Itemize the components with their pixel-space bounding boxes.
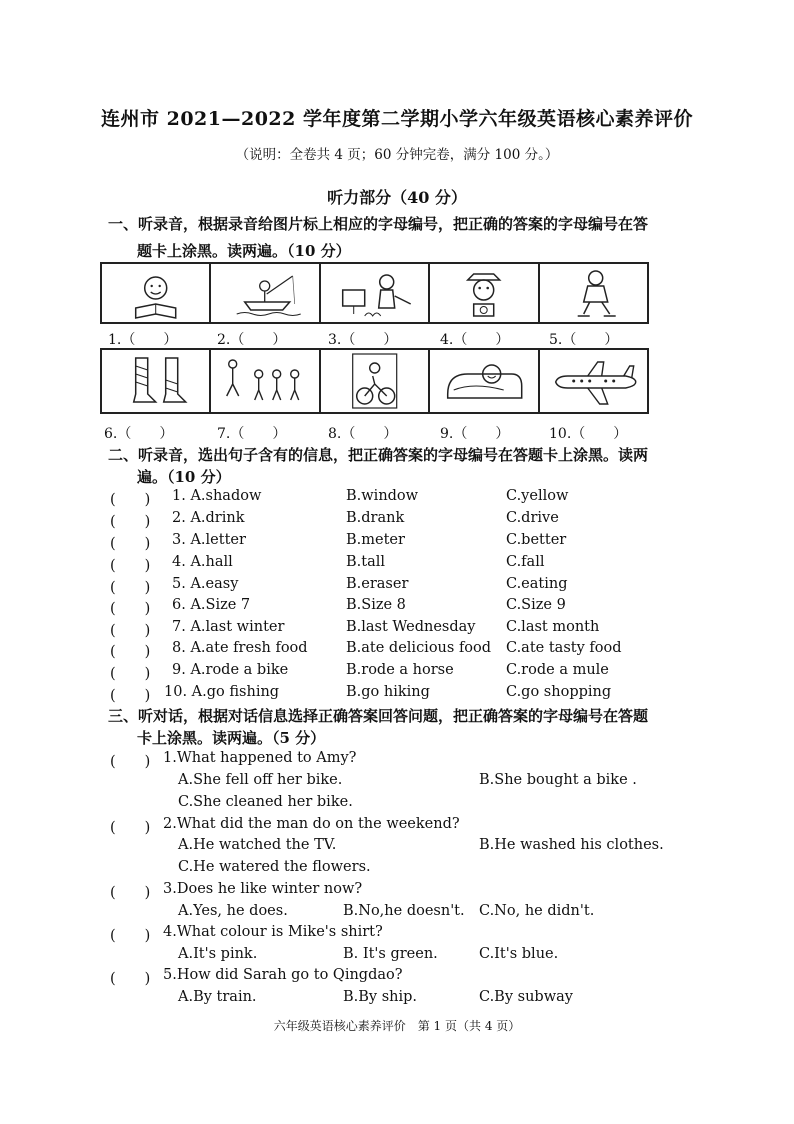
answer-blank-5[interactable]: 5.（ ） xyxy=(549,332,619,348)
answer-blank-7[interactable]: 7.（ ） xyxy=(217,426,287,442)
s2-q4-option-c: C.fall xyxy=(506,554,545,570)
s3-q1-option-a: A.She fell off her bike. xyxy=(178,772,343,788)
s2-q4-paren[interactable]: ( ) xyxy=(110,558,151,574)
answer-blank-1[interactable]: 1.（ ） xyxy=(108,332,178,348)
s3-q4-option-c: C.It's blue. xyxy=(479,946,559,962)
person-in-bed-icon xyxy=(430,350,539,412)
s2-q2-option-b: B.drank xyxy=(346,510,405,526)
s2-q4-option-a: 4. A.hall xyxy=(172,554,233,570)
s2-q6-option-b: B.Size 8 xyxy=(346,597,406,613)
boy-cycling-icon xyxy=(321,350,430,412)
picture-row-2 xyxy=(100,348,649,414)
section3-instruction-line2: 卡上涂黑。读两遍。（5 分） xyxy=(137,729,326,747)
s2-q3-option-a: 3. A.letter xyxy=(172,532,246,548)
s3-q3-option-b: B.No,he doesn't. xyxy=(343,903,465,919)
s3-q1-question: 1.What happened to Amy? xyxy=(163,750,357,766)
s3-q4-question: 4.What colour is Mike's shirt? xyxy=(163,924,383,940)
s3-q1-paren[interactable]: ( ) xyxy=(110,754,151,770)
exam-title: 连州市 2021—2022 学年度第二学期小学六年级英语核心素养评价 xyxy=(101,108,693,130)
section1-instruction-line2: 题卡上涂黑。读两遍。（10 分） xyxy=(137,242,351,260)
page-footer: 六年级英语核心素养评价 第 1 页（共 4 页） xyxy=(273,1019,521,1033)
s2-q6-paren[interactable]: ( ) xyxy=(110,601,151,617)
s2-q7-paren[interactable]: ( ) xyxy=(110,623,151,639)
s2-q8-option-b: B.ate delicious food xyxy=(346,640,492,656)
s2-q8-paren[interactable]: ( ) xyxy=(110,644,151,660)
answer-blank-2[interactable]: 2.（ ） xyxy=(217,332,287,348)
s2-q6-option-a: 6. A.Size 7 xyxy=(172,597,251,613)
s2-q3-option-b: B.meter xyxy=(346,532,405,548)
s3-q2-paren[interactable]: ( ) xyxy=(110,820,151,836)
s2-q1-option-a: 1. A.shadow xyxy=(172,488,262,504)
s3-q4-option-a: A.It's pink. xyxy=(178,946,258,962)
s2-q7-option-c: C.last month xyxy=(506,619,600,635)
s3-q2-option-b: B.He washed his clothes. xyxy=(479,837,664,853)
s3-q5-option-c: C.By subway xyxy=(479,989,573,1005)
running-children-icon xyxy=(211,350,320,412)
s2-q5-option-c: C.eating xyxy=(506,576,568,592)
cowboy-with-camera-icon xyxy=(430,264,539,322)
s2-q3-option-c: C.better xyxy=(506,532,567,548)
s2-q8-option-c: C.ate tasty food xyxy=(506,640,622,656)
girl-skating-icon xyxy=(540,264,647,322)
s2-q1-option-b: B.window xyxy=(346,488,419,504)
section3-instruction-line1: 三、听对话，根据对话信息选择正确答案回答问题，把正确答案的字母编号在答题 xyxy=(108,707,649,725)
s2-q1-option-c: C.yellow xyxy=(506,488,569,504)
s2-q5-paren[interactable]: ( ) xyxy=(110,580,151,596)
picture-row-1 xyxy=(100,262,649,324)
part-title: 听力部分（40 分） xyxy=(327,188,467,207)
boy-reading-icon xyxy=(102,264,211,322)
section2-instruction-line1: 二、听录音，选出句子含有的信息，把正确答案的字母编号在答题卡上涂黑。读两 xyxy=(108,446,649,464)
s2-q9-option-a: 9. A.rode a bike xyxy=(172,662,289,678)
s3-q2-question: 2.What did the man do on the weekend? xyxy=(163,816,460,832)
s2-q5-option-b: B.eraser xyxy=(346,576,409,592)
answer-blank-10[interactable]: 10.（ ） xyxy=(549,426,628,442)
section2-instruction-line2: 遍。（10 分） xyxy=(137,468,231,486)
s3-q3-option-a: A.Yes, he does. xyxy=(178,903,288,919)
answer-blank-3[interactable]: 3.（ ） xyxy=(328,332,398,348)
s2-q4-option-b: B.tall xyxy=(346,554,386,570)
s2-q7-option-a: 7. A.last winter xyxy=(172,619,285,635)
s3-q5-paren[interactable]: ( ) xyxy=(110,971,151,987)
s3-q3-option-c: C.No, he didn't. xyxy=(479,903,595,919)
man-watering-flowers-icon xyxy=(321,264,430,322)
s3-q5-option-b: B.By ship. xyxy=(343,989,418,1005)
section1-instruction-line1: 一、听录音，根据录音给图片标上相应的字母编号，把正确的答案的字母编号在答 xyxy=(108,215,649,233)
s2-q5-option-a: 5. A.easy xyxy=(172,576,239,592)
answer-blank-8[interactable]: 8.（ ） xyxy=(328,426,398,442)
s3-q3-paren[interactable]: ( ) xyxy=(110,885,151,901)
s2-q10-option-c: C.go shopping xyxy=(506,684,612,700)
answer-blank-4[interactable]: 4.（ ） xyxy=(440,332,510,348)
s2-q10-option-a: 10. A.go fishing xyxy=(164,684,280,700)
s2-q9-option-c: C.rode a mule xyxy=(506,662,609,678)
bandaged-leg-icon xyxy=(102,350,211,412)
s2-q2-paren[interactable]: ( ) xyxy=(110,514,151,530)
airplane-icon xyxy=(540,350,647,412)
s3-q5-question: 5.How did Sarah go to Qingdao? xyxy=(163,967,403,983)
s2-q10-paren[interactable]: ( ) xyxy=(110,688,151,704)
s2-q9-option-b: B.rode a horse xyxy=(346,662,454,678)
s2-q6-option-c: C.Size 9 xyxy=(506,597,566,613)
answer-blank-6[interactable]: 6.（ ） xyxy=(104,426,174,442)
s2-q2-option-c: C.drive xyxy=(506,510,559,526)
s2-q2-option-a: 2. A.drink xyxy=(172,510,245,526)
s2-q1-paren[interactable]: ( ) xyxy=(110,492,151,508)
exam-note: （说明：全卷共 4 页；60 分钟完卷，满分 100 分。） xyxy=(235,147,559,163)
s2-q9-paren[interactable]: ( ) xyxy=(110,666,151,682)
s2-q8-option-a: 8. A.ate fresh food xyxy=(172,640,308,656)
s3-q1-option-c: C.She cleaned her bike. xyxy=(178,794,353,810)
s3-q5-option-a: A.By train. xyxy=(178,989,257,1005)
answer-blank-9[interactable]: 9.（ ） xyxy=(440,426,510,442)
s3-q2-option-c: C.He watered the flowers. xyxy=(178,859,371,875)
s3-q2-option-a: A.He watched the TV. xyxy=(178,837,337,853)
s3-q4-paren[interactable]: ( ) xyxy=(110,928,151,944)
fishing-boat-icon xyxy=(211,264,320,322)
s2-q7-option-b: B.last Wednesday xyxy=(346,619,476,635)
s3-q1-option-b: B.She bought a bike . xyxy=(479,772,637,788)
s3-q3-question: 3.Does he like winter now? xyxy=(163,881,363,897)
s2-q3-paren[interactable]: ( ) xyxy=(110,536,151,552)
s3-q4-option-b: B. It's green. xyxy=(343,946,438,962)
s2-q10-option-b: B.go hiking xyxy=(346,684,430,700)
